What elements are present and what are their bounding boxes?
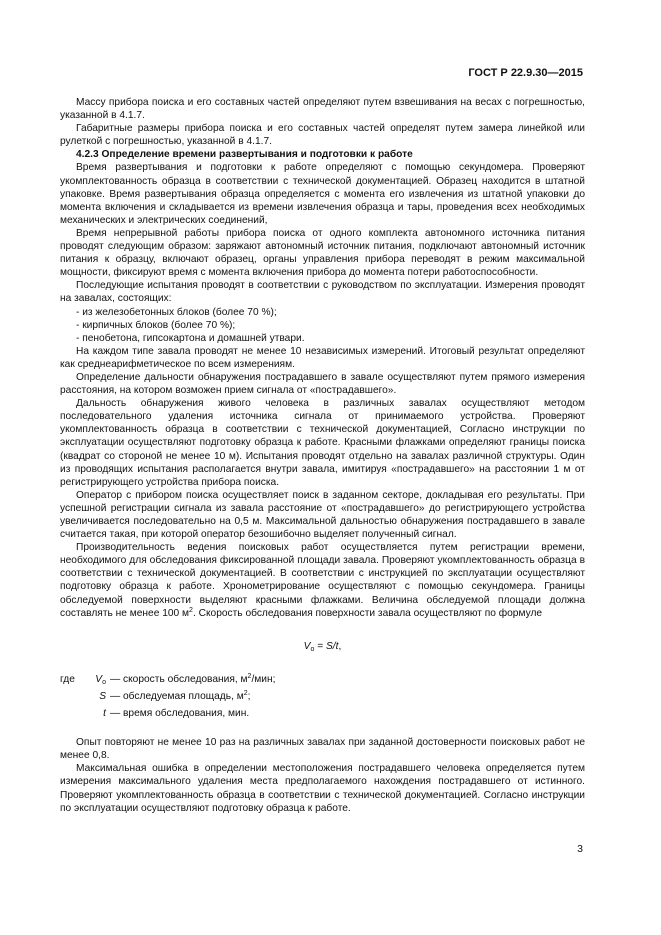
formula-eq: = bbox=[314, 640, 326, 652]
formula-speed bbox=[60, 640, 585, 653]
productivity-text: Производительность ведения поисковых работ осуществляется путем регистрации времени, необходимого для обследования фиксированной площади завала. Проверяют укомплектованность образца в соответствии с технической документацией. В соответствии с инструкцией по эксплуатации осуществляют подготовку образца к работе. Хронометрирование осуществляют с помощью секундомера. Границы обследуемой поверхности выделяют красными флажками. Величина обследуемой площади должна составлять не менее 100 м bbox=[60, 542, 585, 619]
formula-legend bbox=[60, 673, 585, 720]
paragraph-range-definition: Определение дальности обнаружения пострадавшего в завале осуществляют путем прямого измерения расстояния, на котором возможен прием сигнала от «пострадавшего». bbox=[60, 371, 585, 397]
paragraph-further-tests: Последующие испытания проводят в соответствии с руководством по эксплуатации. Измерения проводят на завалах, состоящих: bbox=[60, 280, 585, 305]
legend-text: — скорость обследования, $м^2$/мин; bbox=[110, 672, 276, 685]
paragraph-max-error: Максимальная ошибка в определении местоположения пострадавшего человека определяется путем измерения максимального удаления места предполагаемого нахождения пострадавшего от истинного. Проверяют укомплектованность образца в соответствии с технической документацией. Согласно инструкции по эксплуатации осуществляют подготовку образца к работе. bbox=[60, 763, 585, 814]
legend-row-v bbox=[60, 673, 585, 686]
section-heading-4-2-3: 4.2.3 Определение времени развертывания и подготовки к работе bbox=[76, 149, 413, 161]
paragraph-continuous-work: Время непрерывной работы прибора поиска от одного комплекта автономного источника питания проводят следующим образом: заряжают автономный источник питания, подключают автономный источник питания к образцу, включают образец, органы управления прибора переводят в режим максимальной мощности, фиксируют время с момента включения прибора до момента потери работоспособности. bbox=[60, 227, 585, 279]
paragraph-mass: Массу прибора поиска и его составных частей определяют путем взвешивания на весах с погрешностью, указанной в 4.1.7. bbox=[60, 97, 585, 122]
formula-end: , bbox=[338, 640, 342, 652]
page-number: 3 bbox=[577, 843, 583, 855]
paragraph-productivity bbox=[60, 541, 585, 620]
legend-symbol: t bbox=[103, 708, 106, 720]
productivity-sup: 2 bbox=[189, 606, 193, 614]
list-item: - из железобетонных блоков (более 70 %); bbox=[76, 306, 277, 318]
paragraph-operator-search: Оператор с прибором поиска осуществляет поиск в заданном секторе, докладывая его результаты. При успешной регистрации сигнала из завала расстояние от «пострадавшего» до регистрирующего устройства увеличивается последовательно на 0,5 м. Максимальной дальностью обнаружения пострадавшего в завале считается такая, при которой оператор безошибочно выделяет полученный сигнал. bbox=[60, 489, 585, 541]
paragraph-repeat: Опыт повторяют не менее 10 раз на различных завалах при заданной достоверности поисковых работ не менее 0,8. bbox=[60, 737, 585, 762]
formula-rhs: S/t bbox=[326, 640, 339, 652]
list-item: - пенобетона, гипсокартона и домашней утвари. bbox=[76, 332, 305, 344]
legend-text: — время обследования, мин. bbox=[110, 708, 250, 720]
legend-text: — обследуемая площадь, $м^2$; bbox=[110, 689, 251, 702]
legend-row-s bbox=[60, 690, 585, 703]
document-body bbox=[60, 96, 585, 815]
list-item: - кирпичных блоков (более 70 %); bbox=[76, 319, 236, 331]
legend-where-word: где bbox=[60, 673, 75, 685]
paragraph-dimensions: Габаритные размеры прибора поиска и его составных частей определят путем замера линейкой или рулеткой с погрешностью, указанной в 4.1.7. bbox=[60, 123, 585, 148]
legend-symbol: S bbox=[99, 690, 106, 702]
standard-header: ГОСТ Р 22.9.30—2015 bbox=[468, 67, 583, 79]
formula-lhs-sub: о bbox=[310, 645, 315, 653]
paragraph-range-method: Дальность обнаружения живого человека в различных завалах осуществляют методом последовательного удаления источника сигнала от принимаемого устройства. Проверяют укомплектованность образца в соответствии с технической документацией, Согласно инструкции по эксплуатации осуществляют подготовку образца к работе. Красными флажками определяют границы поиска (квадрат со стороной не менее 10 м). Испытания проводят отдельно на завалах различной структуры. Один из проводящих испытания располагается внутри завала, имитируя «пострадавшего» на расстоянии 1 м от регистрирующего устройства прибора поиска. bbox=[60, 398, 585, 488]
formula-lhs: V bbox=[303, 640, 311, 652]
legend-row-t bbox=[60, 707, 585, 720]
productivity-tail: . Скорость обследования поверхности завала осуществляют по формуле bbox=[192, 607, 543, 619]
paragraph-deploy-time: Время развертывания и подготовки к работе определяют с помощью секундомера. Проверяют укомплектованность образца в соответствии с технической документацией. Образец находится в штатной упаковке. Время развертывания образца определяется с момента его извлечения из штатной упаковки до момента включения и складывается из времени извлечения образца и тары, проведения всех необходимых механических и электрических соединений, bbox=[60, 162, 585, 226]
legend-symbol: $V_о$ bbox=[95, 673, 106, 686]
paragraph-measurements-count: На каждом типе завала проводят не менее 10 независимых измерений. Итоговый результат определяют как среднеарифметическое по всем измерениям. bbox=[60, 345, 585, 370]
